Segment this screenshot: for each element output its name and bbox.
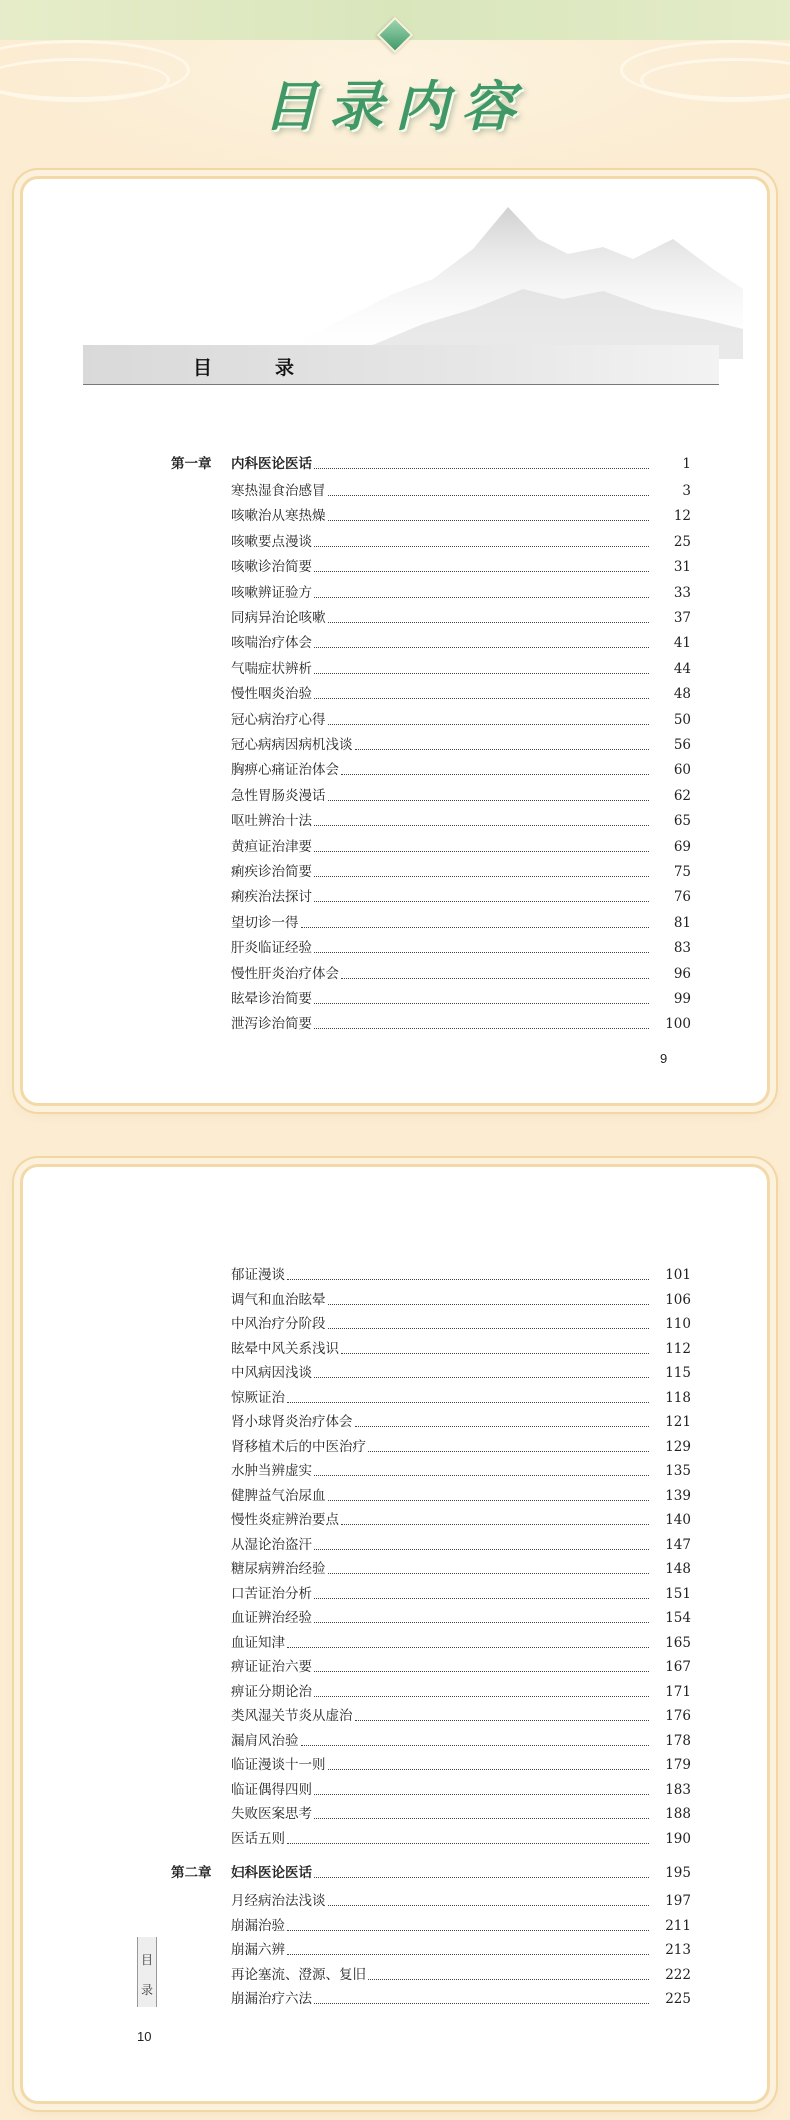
toc-entry-row (23, 835, 767, 859)
toc-entry-row (23, 1312, 767, 1336)
entry-page-number: 129 (665, 1438, 691, 1455)
dot-leader (314, 1622, 649, 1623)
entry-page-number: 83 (673, 940, 691, 957)
entry-title: 急性胃肠炎漫话 (231, 787, 326, 804)
entry-page-number: 56 (673, 737, 691, 753)
dot-leader (355, 749, 649, 750)
toc-entry-row (23, 555, 767, 579)
entry-page-number: 148 (665, 1561, 691, 1577)
dot-leader (355, 1426, 649, 1427)
toc-entry-row (23, 1557, 767, 1581)
dot-leader (314, 825, 649, 826)
entry-title: 眩晕中风关系浅识 (231, 1340, 339, 1357)
entry-page-number: 101 (665, 1267, 691, 1283)
dot-leader (314, 468, 649, 469)
entry-title: 痹证分期论治 (231, 1683, 312, 1700)
dot-leader (314, 1696, 649, 1697)
entry-title: 糖尿病辨治经验 (231, 1561, 326, 1577)
toc-entry-row (23, 631, 767, 655)
toc-entry-row (23, 1606, 767, 1630)
dot-leader (341, 978, 649, 979)
entry-title: 咳喘治疗体会 (231, 635, 312, 652)
entry-title: 气喘症状辨析 (231, 660, 312, 677)
toc-entry-row (23, 1386, 767, 1410)
dot-leader (368, 1979, 649, 1980)
entry-page-number: 112 (665, 1340, 691, 1357)
entry-title: 肾小球肾炎治疗体会 (231, 1414, 353, 1430)
entry-title: 咳嗽治从寒热燥 (231, 508, 326, 525)
dot-leader (287, 1647, 649, 1648)
dot-leader (287, 1279, 649, 1280)
dot-leader (341, 1353, 649, 1354)
toc-page-1 (20, 176, 770, 1106)
dot-leader (328, 1905, 649, 1906)
entry-title: 中风治疗分阶段 (231, 1316, 326, 1332)
entry-page-number: 171 (665, 1683, 691, 1700)
entry-page-number: 25 (673, 533, 691, 550)
entry-page-number: 121 (665, 1414, 691, 1430)
entry-title: 中风病因浅谈 (231, 1365, 312, 1381)
toc-entry-row (23, 1410, 767, 1434)
dot-leader (314, 851, 649, 852)
dot-leader (314, 1818, 649, 1819)
toc-entry-row (23, 1508, 767, 1532)
entry-title: 健脾益气治尿血 (231, 1487, 326, 1504)
entry-page-number: 69 (673, 838, 691, 855)
dot-leader (301, 1745, 649, 1746)
entry-title: 痢疾治法探讨 (231, 889, 312, 906)
entry-title: 临证偶得四则 (231, 1781, 312, 1798)
toc-chapter-row (23, 1861, 767, 1885)
toc-entry-row (23, 885, 767, 909)
page-heading: 目录内容 (263, 75, 527, 138)
entry-page-number: 115 (665, 1365, 691, 1381)
toc-entry-row (23, 1680, 767, 1704)
entry-page-number: 197 (665, 1893, 691, 1909)
entry-page-number: 165 (665, 1634, 691, 1651)
entry-title: 慢性肝炎治疗体会 (231, 965, 339, 982)
entry-title: 血证辨治经验 (231, 1610, 312, 1626)
toc-entry-row (23, 1889, 767, 1913)
entry-title: 咳嗽要点漫谈 (231, 533, 312, 550)
toc-title: 目 录 (193, 357, 317, 379)
toc-entry-row (23, 733, 767, 757)
toc-entry-row (23, 1582, 767, 1606)
dot-leader (314, 1794, 649, 1795)
entry-title: 漏肩风治验 (231, 1732, 299, 1749)
toc-entry-row (23, 657, 767, 681)
entry-page-number: 151 (665, 1585, 691, 1602)
dot-leader (287, 1843, 649, 1844)
entry-title: 同病异治论咳嗽 (231, 610, 326, 626)
entry-title: 慢性炎症辨治要点 (231, 1512, 339, 1528)
toc-entry-row (23, 1938, 767, 1962)
entry-title: 口苦证治分析 (231, 1585, 312, 1602)
dot-leader (314, 647, 649, 648)
entry-title: 胸痹心痛证治体会 (231, 762, 339, 779)
entry-page-number: 81 (673, 914, 691, 931)
dot-leader (314, 571, 649, 572)
entry-page-number: 100 (665, 1016, 691, 1033)
entry-page-number: 3 (682, 483, 691, 499)
entry-page-number: 37 (673, 610, 691, 626)
entry-page-number: 60 (673, 762, 691, 779)
entry-page-number: 195 (665, 1865, 691, 1881)
toc-entry-row (23, 708, 767, 732)
entry-title: 郁证漫谈 (231, 1267, 285, 1283)
dot-leader (328, 495, 649, 496)
entry-page-number: 147 (665, 1536, 691, 1553)
toc-entry-row (23, 860, 767, 884)
entry-title: 水肿当辨虚实 (231, 1463, 312, 1479)
entry-title: 黄疸证治津要 (231, 838, 312, 855)
entry-title: 呕吐辨治十法 (231, 813, 312, 830)
chapter-title: 内科医论医话 (231, 456, 312, 472)
dot-leader (314, 1877, 649, 1878)
dot-leader (287, 1930, 649, 1931)
toc-entry-row (23, 504, 767, 528)
entry-page-number: 154 (665, 1610, 691, 1626)
dot-leader (314, 673, 649, 674)
chapter-label: 第二章 (171, 1865, 212, 1881)
entry-title: 调气和血治眩晕 (231, 1291, 326, 1308)
dot-leader (314, 1028, 649, 1029)
dot-leader (328, 1304, 649, 1305)
entry-title: 肝炎临证经验 (231, 940, 312, 957)
entry-page-number: 75 (673, 864, 691, 880)
entry-page-number: 188 (665, 1806, 691, 1822)
entry-title: 崩漏治疗六法 (231, 1991, 312, 2007)
toc-title-bar (83, 345, 719, 385)
toc-entry-row (23, 962, 767, 986)
dot-leader (328, 1328, 649, 1329)
toc-entry-row (23, 1655, 767, 1679)
dot-leader (314, 1475, 649, 1476)
entry-title: 从湿论治盗汗 (231, 1536, 312, 1553)
entry-page-number: 183 (665, 1781, 691, 1798)
dot-leader (314, 901, 649, 902)
entry-title: 肾移植术后的中医治疗 (231, 1438, 366, 1455)
entry-page-number: 135 (665, 1463, 691, 1479)
entry-page-number: 225 (665, 1991, 691, 2007)
entry-title: 冠心病病因病机浅谈 (231, 737, 353, 753)
entry-page-number: 76 (673, 889, 691, 906)
page-number: 10 (137, 2029, 152, 2044)
toc-entry-row (23, 1802, 767, 1826)
dot-leader (314, 1003, 649, 1004)
toc-entry-row (23, 479, 767, 503)
entry-page-number: 1 (682, 456, 691, 472)
dot-leader (314, 546, 649, 547)
entry-page-number: 190 (665, 1830, 691, 1847)
dot-leader (314, 1549, 649, 1550)
dot-leader (368, 1451, 649, 1452)
toc-entry-row (23, 1827, 767, 1851)
side-tab-label: 目 录 (137, 1937, 157, 2007)
dot-leader (314, 698, 649, 699)
entry-page-number: 222 (665, 1966, 691, 1983)
toc-entry-row (23, 606, 767, 630)
entry-page-number: 106 (665, 1291, 691, 1308)
entry-page-number: 96 (673, 965, 691, 982)
toc-page-2 (20, 1164, 770, 2104)
entry-page-number: 167 (665, 1659, 691, 1675)
entry-title: 痹证证治六要 (231, 1659, 312, 1675)
chapter-label: 第一章 (171, 456, 212, 472)
dot-leader (314, 952, 649, 953)
entry-page-number: 48 (673, 686, 691, 703)
dot-leader (314, 2003, 649, 2004)
entry-title: 崩漏治验 (231, 1917, 285, 1934)
dot-leader (341, 774, 649, 775)
dot-leader (328, 622, 649, 623)
dot-leader (328, 800, 649, 801)
dot-leader (314, 1377, 649, 1378)
entry-title: 眩晕诊治简要 (231, 991, 312, 1007)
entry-page-number: 41 (673, 635, 691, 652)
dot-leader (314, 1598, 649, 1599)
toc-entry-row (23, 1631, 767, 1655)
entry-title: 再论塞流、澄源、复旧 (231, 1966, 366, 1983)
toc-entry-row (23, 758, 767, 782)
dot-leader (328, 724, 649, 725)
ink-mountain-painting (303, 199, 743, 359)
entry-page-number: 12 (673, 508, 691, 525)
toc-entry-row (23, 1459, 767, 1483)
entry-page-number: 33 (673, 584, 691, 601)
toc-entry-row (23, 1361, 767, 1385)
entry-title: 类风湿关节炎从虚治 (231, 1708, 353, 1724)
entry-page-number: 176 (665, 1708, 691, 1724)
entry-page-number: 140 (665, 1512, 691, 1528)
entry-title: 寒热湿食治感冒 (231, 483, 326, 499)
toc-entry-row (23, 682, 767, 706)
entry-page-number: 118 (665, 1389, 691, 1406)
entry-title: 失败医案思考 (231, 1806, 312, 1822)
toc-entry-row (23, 1778, 767, 1802)
entry-page-number: 50 (673, 711, 691, 728)
entry-page-number: 44 (673, 660, 691, 677)
dot-leader (314, 876, 649, 877)
dot-leader (328, 1769, 649, 1770)
entry-page-number: 65 (673, 813, 691, 830)
entry-title: 咳嗽辨证验方 (231, 584, 312, 601)
toc-entry-row (23, 1337, 767, 1361)
dot-leader (328, 520, 649, 521)
entry-title: 咳嗽诊治简要 (231, 559, 312, 576)
toc-entry-row (23, 1729, 767, 1753)
entry-page-number: 110 (665, 1316, 691, 1332)
entry-title: 痢疾诊治简要 (231, 864, 312, 880)
toc-entry-row (23, 809, 767, 833)
dot-leader (287, 1954, 649, 1955)
entry-page-number: 211 (665, 1917, 691, 1934)
entry-page-number: 213 (665, 1942, 691, 1958)
toc-entry-row (23, 1753, 767, 1777)
entry-page-number: 179 (665, 1757, 691, 1773)
toc-entry-row (23, 1288, 767, 1312)
toc-entry-row (23, 1263, 767, 1287)
dot-leader (355, 1720, 649, 1721)
dot-leader (314, 597, 649, 598)
toc-entry-row (23, 1914, 767, 1938)
entry-page-number: 31 (673, 559, 691, 576)
toc-entry-row (23, 1435, 767, 1459)
entry-page-number: 139 (665, 1487, 691, 1504)
dot-leader (287, 1402, 649, 1403)
toc-entry-row (23, 987, 767, 1011)
toc-entry-row (23, 1963, 767, 1987)
dot-leader (314, 1671, 649, 1672)
page-number: 9 (660, 1051, 668, 1066)
entry-title: 慢性咽炎治验 (231, 686, 312, 703)
toc-entry-row (23, 911, 767, 935)
toc-entry-row (23, 581, 767, 605)
toc-entry-row (23, 1533, 767, 1557)
toc-entry-row (23, 784, 767, 808)
entry-title: 泄泻诊治简要 (231, 1016, 312, 1033)
dot-leader (328, 1573, 649, 1574)
entry-title: 医话五则 (231, 1830, 285, 1847)
entry-title: 崩漏六辨 (231, 1942, 285, 1958)
entry-page-number: 99 (673, 991, 691, 1007)
entry-title: 冠心病治疗心得 (231, 711, 326, 728)
entry-title: 望切诊一得 (231, 914, 299, 931)
entry-title: 月经病治法浅谈 (231, 1893, 326, 1909)
toc-entry-row (23, 1704, 767, 1728)
dot-leader (301, 927, 649, 928)
toc-chapter-row (23, 452, 767, 476)
toc-entry-row (23, 1987, 767, 2011)
chapter-title: 妇科医论医话 (231, 1865, 312, 1881)
dot-leader (328, 1500, 649, 1501)
entry-title: 临证漫谈十一则 (231, 1757, 326, 1773)
entry-page-number: 178 (665, 1732, 691, 1749)
toc-entry-row (23, 1012, 767, 1036)
entry-title: 血证知津 (231, 1634, 285, 1651)
toc-entry-row (23, 530, 767, 554)
entry-page-number: 62 (673, 787, 691, 804)
toc-entry-row (23, 936, 767, 960)
toc-entry-row (23, 1484, 767, 1508)
dot-leader (341, 1524, 649, 1525)
entry-title: 惊厥证治 (231, 1389, 285, 1406)
